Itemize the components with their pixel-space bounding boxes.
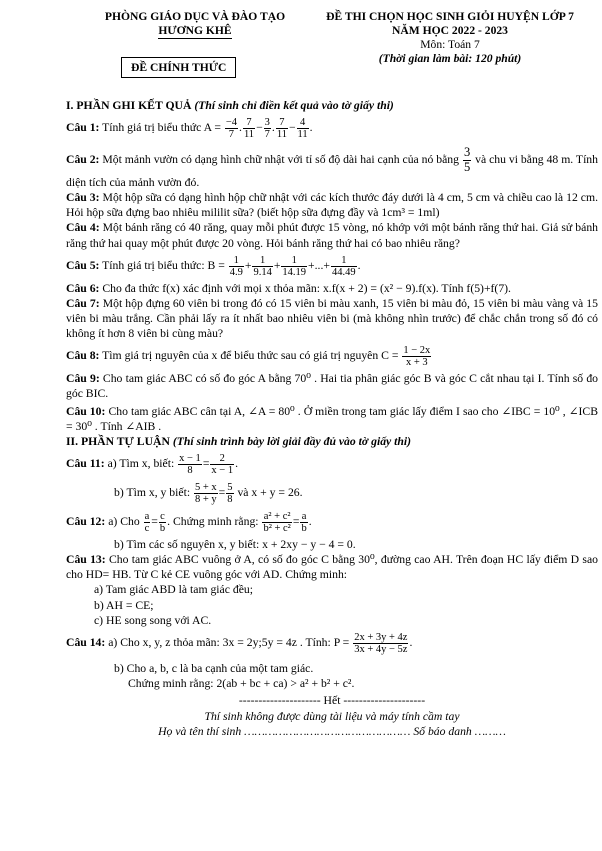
part1-title: I. PHẦN GHI KẾT QUẢ (Thí sinh chỉ điền kết quả vào tờ giấy thi)	[66, 99, 394, 112]
footer-note: Thí sinh không được dùng tài liệu và máy tính cầm tay	[204, 709, 460, 723]
candidate-name-line: Họ và tên thí sinh ………………………………………… Số báo danh ………	[158, 724, 506, 738]
question-10: Câu 10: Cho tam giác ABC cân tại A, ∠A = 80⁰ . Ở miền trong tam giác lấy điểm I sao cho ∠IBC = 10⁰ , ∠ICB = 30⁰ . Tính ∠AIB .	[66, 405, 599, 434]
question-8: Câu 8: Tìm giá trị nguyên của x để biểu thức sau có giá trị nguyên C = $\frac{1 - 2x}{x + 3}$	[66, 344, 431, 368]
part2-title: II. PHẦN TỰ LUẬN (Thí sinh trình bày lời giải đầy đủ vào tờ giấy thi)	[66, 435, 412, 449]
question-4: Câu 4: Một bánh răng có 40 răng, quay mỗi phút được 15 vòng, nó khớp với một bánh răng thứ hai. Giả sử bánh răng thứ hai quay một phút được 20 vòng. Hỏi bánh răng thứ hai có bao nhiêu răng?	[66, 221, 599, 250]
school-year: NĂM HỌC 2022 - 2023	[392, 23, 508, 37]
question-13b: b) AH = CE;	[94, 598, 154, 612]
question-6: Câu 6: Cho đa thức f(x) xác định với mọi x thỏa mãn: x.f(x + 2) = (x² − 9).f(x). Tính f(5)+f(7).	[66, 281, 511, 295]
exam-time: (Thời gian làm bài: 120 phút)	[378, 51, 522, 65]
question-13c: c) HE song song với AC.	[94, 613, 212, 627]
question-12a: Câu 12: a) Cho $\frac{a}{c}$ = $\frac{c}{b}$ . Chứng minh rằng: $\frac{\text{a² + c²}}{\text{b² + c²}}$ = $\frac{a}{b}$ .	[66, 510, 312, 534]
question-13a: a) Tam giác ABD là tam giác đều;	[94, 583, 253, 597]
question-14b: b) Cho a, b, c là ba cạnh của một tam giác.	[114, 661, 314, 675]
question-11b: b) Tìm x, y biết: $\frac{5 + x}{8 + y}$ = $\frac{5}{8}$ và x + y = 26.	[114, 481, 303, 505]
district-name: HƯƠNG KHÊ	[158, 23, 232, 37]
question-1: Câu 1: Tính giá trị biểu thức A = $\frac{-4}{7}$ . $\frac{7}{11}$ − $\frac{3}{7}$ . $\frac{7}{11}$ − $\frac{4}{11}$ .	[66, 117, 313, 141]
header-left	[80, 10, 310, 39]
question-11a: Câu 11: a) Tìm x, biết: $\frac{x - 1}{8}$ = $\frac{2}{x - 1}$ .	[66, 452, 238, 476]
end-marker: --------------------- Hết ---------------------	[238, 694, 426, 708]
official-stamp: ĐỀ CHÍNH THỨC	[121, 57, 236, 78]
exam-body	[66, 98, 598, 739]
question-5: Câu 5: Tính giá trị biểu thức: B = $\frac{1}{4.9}$ + $\frac{1}{9.14}$ + $\frac{1}{14.19}$ +...+ $\frac{1}{44.49}$ .	[66, 254, 361, 278]
question-12b: b) Tìm các số nguyên x, y biết: x + 2xy − y − 4 = 0.	[114, 537, 356, 551]
exam-title: ĐỀ THI CHỌN HỌC SINH GIỎI HUYỆN LỚP 7	[326, 10, 574, 23]
question-9: Câu 9: Cho tam giác ABC có số đo góc A bằng 70⁰ . Hai tia phân giác góc B và góc C cắt nhau tại I. Tính số đo góc BIC.	[66, 371, 599, 400]
department-name: PHÒNG GIÁO DỤC VÀ ĐÀO TẠO	[104, 10, 286, 23]
question-14a: Câu 14: a) Cho x, y, z thỏa mãn: 3x = 2y;5y = 4z . Tính: P = $\frac{2x + 3y + 4z}{3x + 4y - 5z}$ .	[66, 631, 413, 655]
question-3: Câu 3: Một hộp sữa có dạng hình hộp chữ nhật với các kích thước đáy dưới là 4 cm, 5 cm và chiều cao là 12 cm. Hỏi hộp sữa đựng bao nhiêu mililit sữa? (biết hộp sữa đựng đầy và 1cm³ = 1ml)	[66, 190, 598, 220]
question-7: Câu 7: Một hộp đựng 60 viên bi trong đó có 15 viên bi màu xanh, 15 viên bi màu đỏ, 15 viên bi màu vàng và 15 viên bi màu trắng. Cần phải lấy ra ít nhất bao nhiêu viên bi (mà không nhìn trước) để chắc chắn trong số đó có không ít hơn 8 viên bi cùng màu?	[66, 296, 598, 341]
subject: Môn: Toán 7	[420, 37, 480, 51]
question-14b-proof: Chứng minh rằng: 2(ab + bc + ca) > a² + b² + c².	[128, 677, 355, 691]
question-2: Câu 2: Một mảnh vườn có dạng hình chữ nhật với tỉ số độ dài hai cạnh của nó bằng $\frac{3}{5}$ và chu vi bằng 48 m. Tính diện tích của mảnh vườn đó.	[66, 145, 598, 189]
header-right	[300, 10, 600, 66]
question-13: Câu 13: Cho tam giác ABC vuông ở A, có số đo góc C bằng 30⁰, đường cao AH. Trên đoạn HC lấy điểm D sao cho HD= HB. Từ C kẻ CE vuông góc với AD. Chứng minh:	[66, 552, 598, 582]
